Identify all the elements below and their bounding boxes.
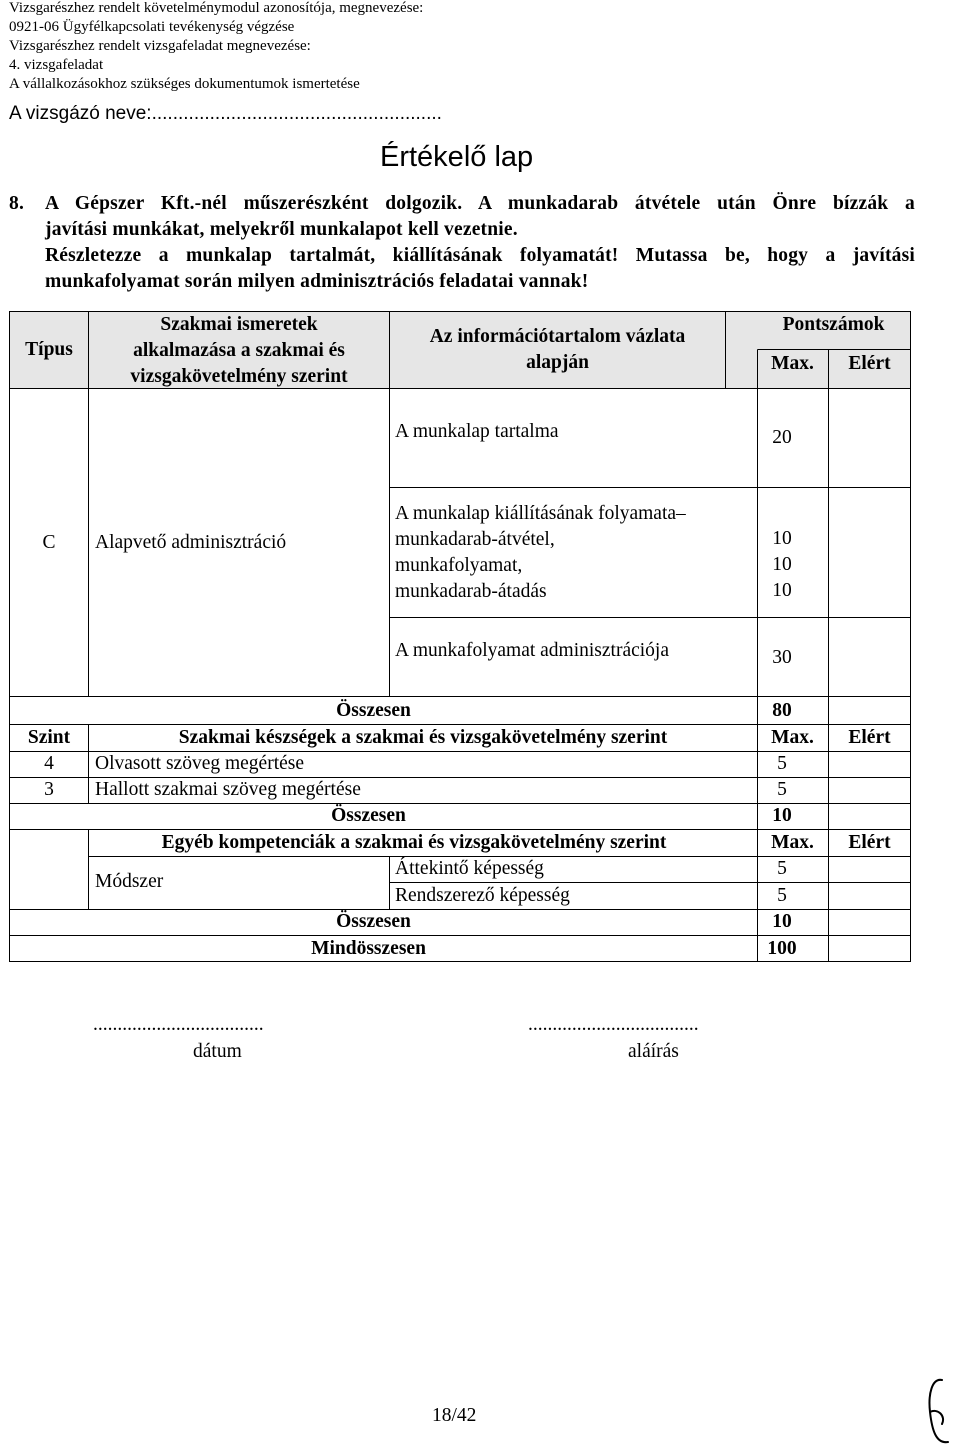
col-header-knowledge xyxy=(89,312,389,390)
skill-1-max: 5 xyxy=(777,753,787,774)
other-1-text: Áttekintő képesség xyxy=(395,858,544,879)
item-2-line-2: munkadarab-átvétel, xyxy=(395,529,555,550)
skill-2-level: 3 xyxy=(44,779,54,800)
total-1-label: Összesen xyxy=(336,700,411,721)
skill-2-max: 5 xyxy=(777,779,787,800)
col-header-info-line-1: Az információtartalom vázlata xyxy=(429,326,686,347)
other-2-max: 5 xyxy=(777,885,787,906)
page-title: Értékelő lap xyxy=(380,141,534,173)
total-3-value: 10 xyxy=(772,911,792,932)
total-2-label: Összesen xyxy=(331,805,406,826)
page-number: 18/42 xyxy=(432,1405,477,1426)
method-label: Módszer xyxy=(95,871,164,892)
col-header-knowledge-line-3: vizsgakövetelmény szerint xyxy=(130,366,348,387)
task-line-1: A Gépszer Kft.-nél műszerészként dolgozik. A munkadarab átvétele után Önre bízzák a xyxy=(45,193,915,214)
grand-total-value: 100 xyxy=(767,938,797,959)
total-1-value: 80 xyxy=(772,700,792,721)
task-line-2: javítási munkákat, melyekről munkalapot kell vezetnie. xyxy=(45,219,518,240)
skills-header-label: Szakmai készségek a szakmai és vizsgakövetelmény szerint xyxy=(178,727,668,748)
col-header-info-line-2: alapján xyxy=(526,352,589,373)
other-header-label: Egyéb kompetenciák a szakmai és vizsgakövetelmény szerint xyxy=(161,832,667,853)
grand-total-label: Mindösszesen xyxy=(311,938,426,959)
col-header-type: Típus xyxy=(25,339,73,360)
handwritten-mark-icon xyxy=(918,1372,958,1452)
item-3-text: A munkafolyamat adminisztrációja xyxy=(395,640,669,661)
skill-1-text: Olvasott szöveg megértése xyxy=(95,753,305,774)
header-line-3: Vizsgarészhez rendelt vizsgafeladat megnevezése: xyxy=(9,38,311,54)
item-2-line-4: munkadarab-átadás xyxy=(395,581,547,602)
signature-label: aláírás xyxy=(628,1041,679,1062)
task-line-4: munkafolyamat során milyen adminisztrációs feladatai vannak! xyxy=(45,271,589,292)
type-code: C xyxy=(42,532,56,553)
item-2-line-3: munkafolyamat, xyxy=(395,555,523,576)
col-header-info xyxy=(390,324,725,376)
other-header-max: Max. xyxy=(771,832,814,853)
skill-2-text: Hallott szakmai szöveg megértése xyxy=(95,779,361,800)
signature-dots: ................................... xyxy=(528,1014,699,1035)
item-2-max-2: 10 xyxy=(772,554,792,575)
skill-1-level: 4 xyxy=(44,753,54,774)
item-2-text xyxy=(395,501,686,605)
header-line-4: 4. vizsgafeladat xyxy=(9,57,104,73)
other-1-max: 5 xyxy=(777,858,787,879)
item-2-max-3: 10 xyxy=(772,580,792,601)
date-label: dátum xyxy=(193,1041,242,1062)
date-dots: ................................... xyxy=(93,1014,264,1035)
task-number: 8. xyxy=(9,193,25,214)
header-line-5: A vállalkozásokhoz szükséges dokumentumok ismertetése xyxy=(9,76,360,92)
col-header-knowledge-line-2: alkalmazása a szakmai és xyxy=(133,340,345,361)
skills-header-achieved: Elért xyxy=(848,727,891,748)
examinee-name-field: A vizsgázó neve:....................................................... xyxy=(9,103,442,124)
item-1-max: 20 xyxy=(772,427,792,448)
other-header-achieved: Elért xyxy=(848,832,891,853)
item-2-max-1: 10 xyxy=(772,528,792,549)
item-1-text: A munkalap tartalma xyxy=(395,421,559,442)
other-2-text: Rendszerező képesség xyxy=(395,885,570,906)
skills-header-max: Max. xyxy=(771,727,814,748)
item-3-max: 30 xyxy=(772,647,792,668)
col-header-points: Pontszámok xyxy=(782,314,885,335)
header-line-2: 0921-06 Ügyfélkapcsolati tevékenység végzése xyxy=(9,19,295,35)
total-2-value: 10 xyxy=(772,805,792,826)
item-2-max xyxy=(757,526,807,604)
total-3-label: Összesen xyxy=(336,911,411,932)
col-header-max: Max. xyxy=(771,353,814,374)
skills-header-level: Szint xyxy=(27,727,71,748)
col-header-achieved: Elért xyxy=(848,353,891,374)
task-line-3: Részletezze a munkalap tartalmát, kiállításának folyamatát! Mutassa be, hogy a javítási xyxy=(45,245,915,266)
col-header-knowledge-line-1: Szakmai ismeretek xyxy=(160,314,318,335)
header-line-1: Vizsgarészhez rendelt követelménymodul azonosítója, megnevezése: xyxy=(9,0,424,16)
topic-label: Alapvető adminisztráció xyxy=(95,532,287,553)
item-2-line-1: A munkalap kiállításának folyamata– xyxy=(395,503,686,524)
